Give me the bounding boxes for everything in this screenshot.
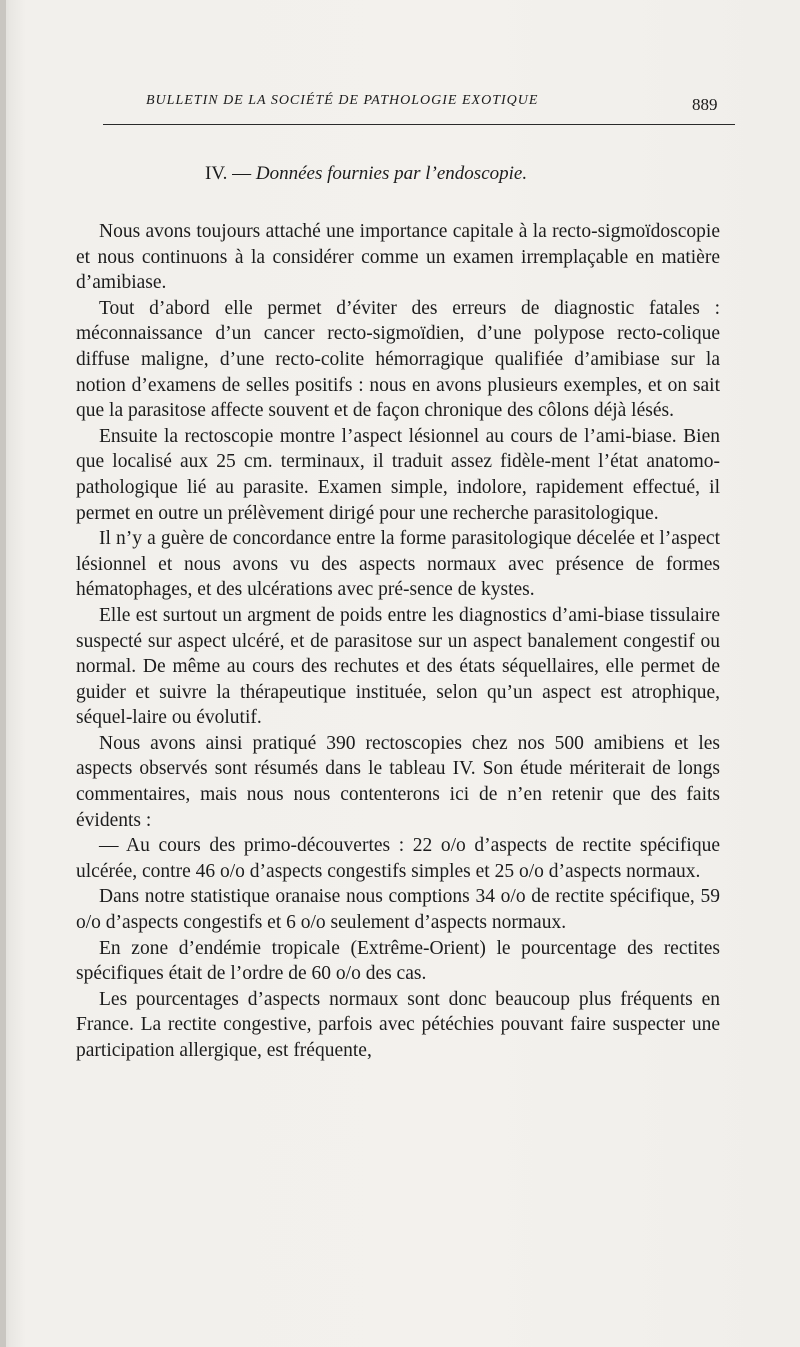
paragraph: Elle est surtout un argment de poids entre les diagnostics d’ami-biase tissulaire suspecté sur aspect ulcéré, et de parasitose sur un aspect banalement congestif ou normal. De même au cours des rechutes et des états séquellaires, elle permet de guider et suivre la thérapeutique instituée, selon qu’un aspect est atrophique, séquel-laire ou évolutif. bbox=[76, 604, 720, 729]
binding-edge bbox=[0, 0, 6, 1347]
header-rule bbox=[103, 124, 735, 125]
page-number: 889 bbox=[692, 95, 718, 114]
section-number: IV. — bbox=[205, 163, 252, 184]
paragraph: Ensuite la rectoscopie montre l’aspect lésionnel au cours de l’ami-biase. Bien que localisé aux 25 cm. terminaux, il traduit assez fidèle-ment l’état anatomo-pathologique lié au parasite. Examen simple, indolore, rapidement effectué, il permet en outre un prélèvement dirigé pour une recherche parasitologique. bbox=[76, 425, 720, 524]
running-header: BULLETIN DE LA SOCIÉTÉ DE PATHOLOGIE EXOTIQUE bbox=[146, 93, 539, 108]
section-title: Données fournies par l’endoscopie. bbox=[255, 163, 528, 184]
body-text bbox=[76, 219, 720, 1064]
paragraph: Les pourcentages d’aspects normaux sont donc beaucoup plus fréquents en France. La rectite congestive, parfois avec pétéchies pouvant faire suspecter une participation allergique, est fréquente, bbox=[76, 988, 720, 1061]
paragraph: Nous avons ainsi pratiqué 390 rectoscopies chez nos 500 amibiens et les aspects observés sont résumés dans le tableau IV. Son étude mériterait de longs commentaires, mais nous nous contenterons ici de n’en retenir que des faits évidents : bbox=[76, 732, 720, 831]
paragraph: — Au cours des primo-découvertes : 22 o/o d’aspects de rectite spécifique ulcérée, contre 46 o/o d’aspects congestifs simples et 25 o/o d’aspects normaux. bbox=[76, 835, 720, 882]
paragraph: Il n’y a guère de concordance entre la forme parasitologique décelée et l’aspect lésionnel et nous avons vu des aspects normaux avec présence de formes hématophages, et des ulcérations avec pré-sence de kystes. bbox=[76, 528, 720, 601]
paragraph: Dans notre statistique oranaise nous comptions 34 o/o de rectite spécifique, 59 o/o d’aspects congestifs et 6 o/o seulement d’aspects normaux. bbox=[76, 886, 720, 934]
paragraph: Tout d’abord elle permet d’éviter des erreurs de diagnostic fatales : méconnaissance d’un cancer recto-sigmoïdien, d’une polypose recto-colique diffuse maligne, d’une recto-colite hémorragique qualifiée d’amibiase sur la notion d’examens de selles positifs : nous en avons plusieurs exemples, et on sait que la parasitose affecte souvent et de façon chronique des côlons déjà lésés. bbox=[76, 297, 720, 422]
paragraph: Nous avons toujours attaché une importance capitale à la recto-sigmoïdoscopie et nous continuons à la considérer comme un examen irremplaçable en matière d’amibiase. bbox=[76, 221, 720, 294]
section-heading bbox=[205, 163, 665, 191]
paragraph: En zone d’endémie tropicale (Extrême-Orient) le pourcentage des rectites spécifiques était de l’ordre de 60 o/o des cas. bbox=[76, 937, 720, 985]
